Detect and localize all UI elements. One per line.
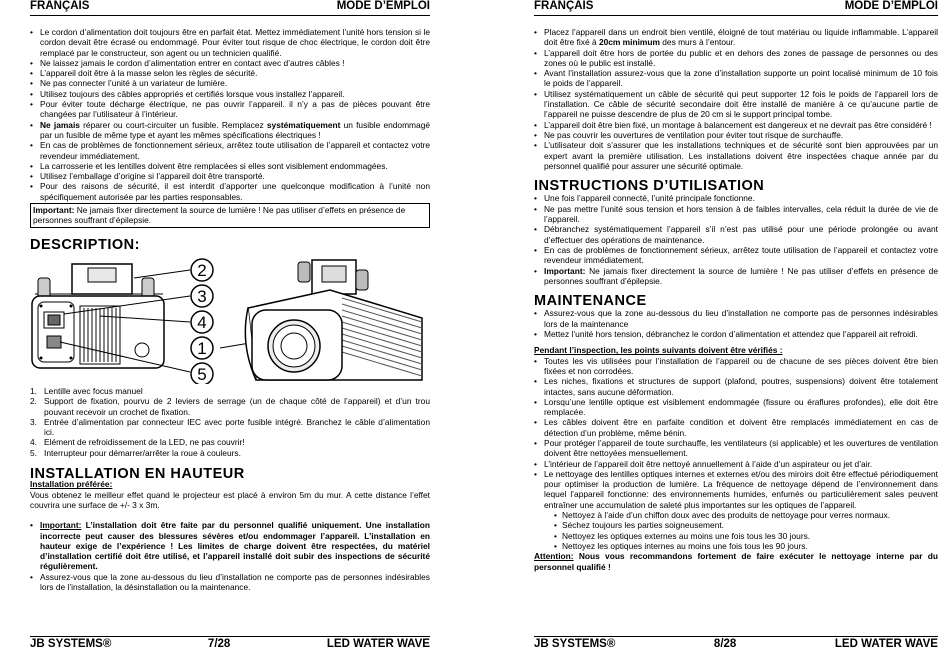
callout-3 — [191, 285, 213, 307]
attention-text: Nous vous recommandons fortement de faire exécuter le nettoyage interne par du personnel qualifié ! — [534, 551, 938, 572]
part-text: Support de fixation, pourvu de 2 leviers de serrage (un de chaque côté de l’appareil) et d’un trou pouvant recevoir un crochet de fixation. — [44, 396, 430, 417]
list-item — [30, 417, 430, 438]
text: Placez l’appareil dans un endroit bien ventilé, éloigné de tout matériau ou liquide inflammable. L’appareil doit être fixé à — [544, 27, 938, 48]
maintenance-list — [534, 308, 938, 339]
header-title: MODE D’EMPLOI — [336, 0, 430, 12]
list-item: • Mettez l’unité hors tension, débranchez le cordon d’alimentation et attendez que l’appareil ait refroidi. — [534, 329, 938, 339]
front-view-fixture — [245, 260, 422, 380]
preferred-install-label: Installation préférée: — [30, 479, 113, 490]
header-language: FRANÇAIS — [30, 0, 90, 12]
header-title: MODE D’EMPLOI — [844, 0, 938, 12]
footer-product: LED WATER WAVE — [834, 638, 938, 650]
description-heading: DESCRIPTION: — [30, 236, 140, 253]
list-item: • Assurez-vous que la zone au-dessous du lieu d’installation ne comporte pas de personnes indésirables lors de la maintenance — [534, 308, 938, 329]
list-item: • Pour protéger l’appareil de toute surchauffe, les ventilateurs (si applicable) et les ouvertures de ventilation doivent être nettoyées mensuellement. — [534, 438, 938, 459]
footer-page-number: 7/28 — [207, 638, 231, 650]
part-number: 2. — [30, 396, 37, 407]
important-label: Important: — [544, 265, 586, 276]
safety-list — [30, 27, 430, 202]
page-left — [0, 0, 444, 654]
page-footer — [30, 636, 430, 652]
page-body — [534, 27, 938, 572]
part-text: Interrupteur pour démarrer/arrêter la roue à couleurs. — [44, 447, 241, 458]
callout-4 — [191, 311, 213, 333]
callout-label: 1 — [197, 338, 207, 358]
part-number: 3. — [30, 416, 37, 427]
list-item: • La carrosserie et les lentilles doivent être remplacées si elles sont visiblement endommagées. — [30, 161, 430, 171]
list-item: • Ne pas connecter l’unité à un variateur de lumière. — [30, 78, 430, 88]
callout-1 — [191, 337, 213, 359]
list-item: • Nettoyez les optiques externes au moins une fois tous les 30 jours. — [534, 531, 938, 541]
list-item-fuse — [30, 120, 430, 141]
callout-2 — [191, 259, 213, 281]
important-text: Ne jamais fixer directement la source de lumière ! Ne pas utiliser d’effets en présence de personnes souffrant d’épilepsie. — [33, 205, 406, 226]
list-item-important — [534, 266, 938, 287]
text: un fusible endommagé par un fusible de même type et ayant les mêmes spécifications électriques ! — [40, 119, 431, 140]
list-item: • Nettoyez à l’aide d’un chiffon doux avec des produits de nettoyage pour verres normaux. — [534, 510, 938, 520]
page-header — [534, 0, 938, 16]
list-item: • Pour éviter toute décharge électrique, ne pas ouvrir l’appareil. il n’y a pas de pièces pouvant être changées par l’utilisateur à l’intérieur. — [30, 99, 430, 120]
list-item: • Séchez toujours les parties soigneusement. — [534, 520, 938, 530]
list-item: • Assurez-vous que la zone au-dessous du lieu d’installation ne comporte pas de personnes indésirables lors de l’installation, la désinstallation ou la maintenance. — [30, 572, 430, 593]
list-item: • Le cordon d’alimentation doit toujours être en parfait état. Mettez immédiatement l’unité hors tension si le cordon devait être écrasé ou endommagé. Pour éviter tout risque de choc électrique, le cordon doit être remplacé par le constructeur, son agent ou un technicien qualifié. — [30, 27, 430, 58]
important-text: Ne jamais fixer directement la source de lumière ! Ne pas utiliser d’effets en présence de personnes souffrant d’épilepsie. — [544, 265, 938, 286]
text: réparer ou court-circuiter un fusible. Remplacez — [79, 119, 267, 130]
callout-label: 3 — [197, 286, 207, 306]
bold-text: systématiquement — [266, 119, 341, 130]
part-text: Elément de refroidissement de la LED, ne pas couvrir! — [44, 437, 245, 448]
important-text: L’installation doit être faite par du personnel qualifié uniquement. Une installation incorrecte peut causer des blessures sévères et/ou endommager l’appareil. L’installation en hauteur exige de l’expérience ! Les limites de charge doivent être respectées, du matériel d’installation certifié doit être utilisé, et l’appareil installé doit subir des inspections de sécurité régulièrement. — [40, 520, 430, 572]
part-number: 5. — [30, 447, 37, 458]
list-item: • Débranchez systématiquement l’appareil s’il n’est pas utilisé pour une période prolongée ou avant d’effectuer des opérations de maintenance. — [534, 224, 938, 245]
list-item: • Avant l’installation assurez-vous que la zone d’installation supporte un point localisé minimum de 10 fois le poids de l’appareil. — [534, 68, 938, 89]
product-diagram — [30, 256, 430, 384]
attention-label: Attention: — [534, 551, 574, 562]
list-item: • Utilisez toujours des câbles appropriés et certifiés lorsque vous installez l’appareil. — [30, 89, 430, 99]
list-item: • Le nettoyage des lentilles optiques internes et externes et/ou des miroirs doit être effectué périodiquement pour optimiser la production de lumière. La fréquence de nettoyage dépend de l’environnement dans lequel l’appareil fonctionne: des environnements humides, enfumés ou particulièrement sales peuvent entraîner une accumulation de saleté plus importantes sur les optiques de l’appareil. — [534, 469, 938, 510]
list-item: • Utilisez systématiquement un câble de sécurité qui peut supporter 12 fois le poids de l’appareil lors de l’installation. Ce câble de sécurité secondaire doit être installé de manière à ce qu’aucune partie de l’appareil ne puisse descendre de plus de 20 cm si le support principal tombe. — [534, 89, 938, 120]
part-text: Lentille avec focus manuel — [44, 385, 143, 396]
list-item: • Lorsqu’une lentille optique est visiblement endommagée (fissure ou éraflures profondes), elle doit être remplacée. — [534, 397, 938, 418]
footer-product: LED WATER WAVE — [326, 638, 430, 650]
list-item: • L’utilisateur doit s’assurer que les installations techniques et de sécurité sont bien approuvées par un expert avant la première utilisation. Les installations doivent être inspectées chaque année par du personnel qualifié pour assurer une sécurité optimale. — [534, 140, 938, 171]
list-item-place — [534, 27, 938, 48]
header-language: FRANÇAIS — [534, 0, 594, 12]
important-label: Important: — [33, 205, 75, 216]
page-right — [506, 0, 946, 654]
parts-list — [30, 386, 430, 458]
list-item: • L’intérieur de l’appareil doit être nettoyé annuellement à l’aide d’un aspirateur ou jet d’air. — [534, 459, 938, 469]
rear-view-fixture — [32, 264, 164, 368]
list-item: • Une fois l’appareil connecté, l’unité principale fonctionne. — [534, 193, 938, 203]
attention-note — [534, 551, 938, 572]
list-item: • Les câbles doivent être en parfaite condition et doivent être remplacés immédiatement en cas de détection d’un problème, même bénin. — [534, 417, 938, 438]
callout-label: 5 — [197, 364, 207, 384]
list-item-important — [30, 520, 430, 571]
part-text: Entrée d’alimentation par connecteur IEC avec porte fusible intégré. Branchez le câble d’alimentation ici. — [44, 416, 430, 438]
page-footer — [534, 636, 938, 652]
inspection-list — [534, 356, 938, 510]
list-item — [30, 396, 430, 417]
list-item — [30, 437, 430, 447]
bold-text: 20cm minimum — [598, 37, 660, 48]
important-box — [30, 203, 430, 228]
list-item: • Pour des raisons de sécurité, il est interdit d’apporter une quelconque modification à l’unité non spécifiquement autorisée par les parties responsables. — [30, 181, 430, 202]
list-item — [30, 448, 430, 458]
footer-brand: JB SYSTEMS® — [30, 638, 112, 650]
list-item: • L’appareil doit être bien fixé, un montage à balancement est dangereux et ne devrait pas être considéré ! — [534, 120, 938, 130]
footer-brand: JB SYSTEMS® — [534, 638, 616, 650]
list-item: • En cas de problèmes de fonctionnement sérieux, arrêtez toute utilisation de l’appareil et contactez votre revendeur immédiatement. — [534, 245, 938, 266]
list-item — [30, 386, 430, 396]
important-label: Important: — [40, 520, 82, 531]
installation-list — [534, 27, 938, 171]
page-header — [30, 0, 430, 16]
part-number: 1. — [30, 385, 37, 396]
list-item: • Ne laissez jamais le cordon d’alimentation entrer en contact avec d’autres câbles ! — [30, 58, 430, 68]
list-item: • Ne pas couvrir les ouvertures de ventilation pour éviter tout risque de surchauffe. — [534, 130, 938, 140]
list-item: • L’appareil doit être hors de portée du public et en dehors des zones de passage de personnes ou des zones où le public est installé. — [534, 48, 938, 69]
callout-label: 4 — [197, 312, 207, 332]
preferred-install-text: Vous obtenez le meilleur effet quand le projecteur est placé à environ 5m du mur. A cette distance l’effet couvrira une surface de +/- 3 x 3m. — [30, 489, 430, 510]
usage-heading: INSTRUCTIONS D’UTILISATION — [534, 178, 765, 195]
cleaning-list — [534, 510, 938, 551]
text: des murs à l’entour. — [659, 37, 736, 48]
footer-page-number: 8/28 — [713, 638, 737, 650]
maintenance-heading: MAINTENANCE — [534, 293, 647, 310]
part-number: 4. — [30, 437, 37, 448]
installation-list — [30, 520, 430, 592]
list-item: • Toutes les vis utilisées pour l’installation de l’appareil ou de chacune de ses pièces doivent être bien fixées et non corrodées. — [534, 356, 938, 377]
list-item: • Utilisez l’emballage d’origine si l’appareil doit être transporté. — [30, 171, 430, 181]
list-item: • Les niches, fixations et structures de support (plafond, poutres, suspensions) doivent être totalement intactes, sans aucune déformation. — [534, 376, 938, 397]
bold-text: Ne jamais — [40, 119, 80, 130]
list-item: • En cas de problèmes de fonctionnement sérieux, arrêtez toute utilisation de l’appareil et contactez votre revendeur immédiatement. — [30, 140, 430, 161]
inspection-heading: Pendant l’inspection, les points suivants doivent être vérifiés : — [534, 345, 783, 356]
callout-label: 2 — [197, 260, 207, 280]
page-body — [30, 27, 430, 592]
list-item: • L’appareil doit être à la masse selon les règles de sécurité. — [30, 68, 430, 78]
list-item: • Ne pas mettre l’unité sous tension et hors tension à de faibles intervalles, cela réduit la durée de vie de l’appareil. — [534, 204, 938, 225]
usage-list — [534, 193, 938, 286]
list-item: • Nettoyez les optiques internes au moins une fois tous les 90 jours. — [534, 541, 938, 551]
installation-heading: INSTALLATION EN HAUTEUR — [30, 466, 245, 483]
callout-5 — [191, 363, 213, 384]
